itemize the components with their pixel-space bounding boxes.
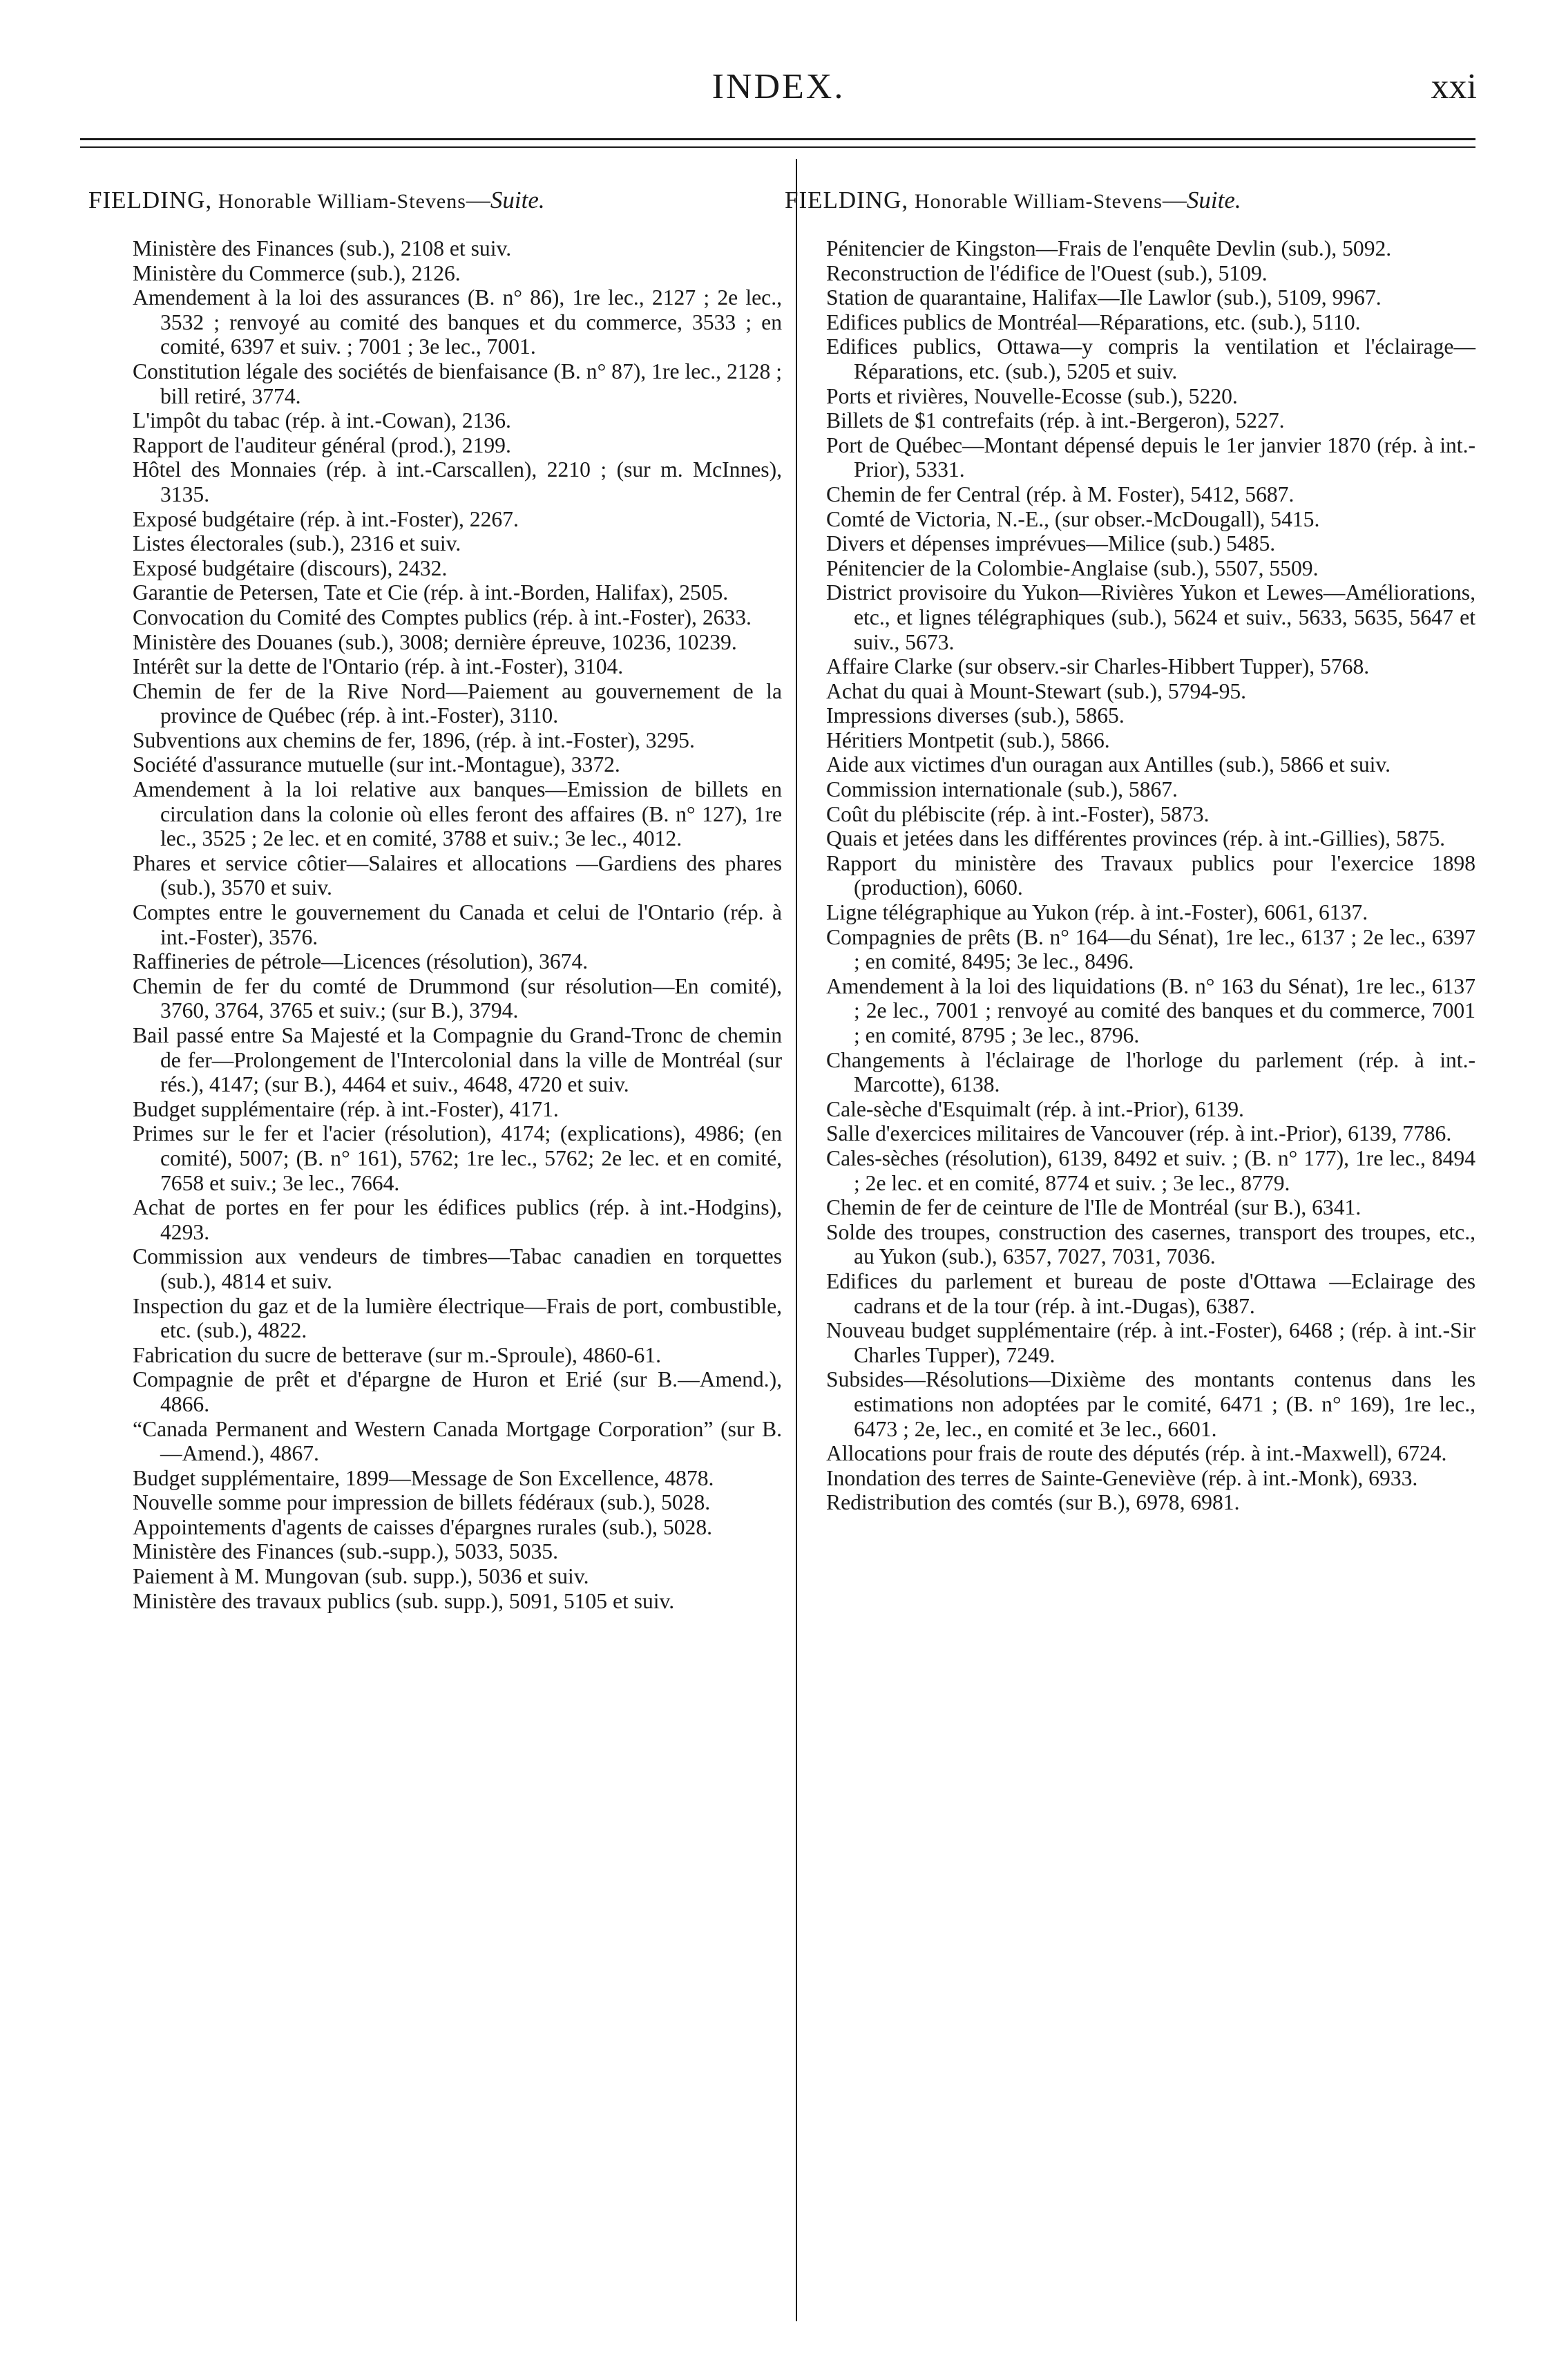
index-entry: Amendement à la loi des liquidations (B. n° 163 du Sénat), 1re lec., 6137 ; 2e lec., 7001 ; renvoyé au comité des banques et du commerce, 7001 ; en comité, 8795 ; 3e lec., 8796. xyxy=(826,973,1475,1047)
index-entry: Garantie de Petersen, Tate et Cie (rép. à int.-Borden, Halifax), 2505. xyxy=(133,580,729,605)
index-entry: Amendement à la loi des assurances (B. n° 86), 1re lec., 2127 ; 2e lec., 3532 ; renvoyé au comité des banques et du commerce, 3533 ; en comité, 6397 et suiv. ; 7001 ; 3e lec., 7001. xyxy=(133,285,782,359)
right-column-heading: FIELDING, Honorable William-Stevens—Suite. xyxy=(785,187,1241,213)
index-entry: Edifices publics, Ottawa—y compris la ventilation et l'éclairage—Réparations, etc. (sub.), 5205 et suiv. xyxy=(826,334,1475,383)
right-column xyxy=(785,187,1475,1515)
index-entry: “Canada Permanent and Western Canada Mortgage Corporation” (sur B.—Amend.), 4867. xyxy=(133,1416,782,1466)
index-entry: Edifices du parlement et bureau de poste d'Ottawa —Eclairage des cadrans et de la tour (rép. à int.-Dugas), 6387. xyxy=(826,1268,1475,1318)
index-entry: Budget supplémentaire (rép. à int.-Foster), 4171. xyxy=(133,1096,559,1121)
index-entry: Ministère des Finances (sub.), 2108 et suiv. xyxy=(133,236,512,260)
index-entry: Achat de portes en fer pour les édifices publics (rép. à int.-Hodgins), 4293. xyxy=(133,1195,782,1244)
index-entry: Société d'assurance mutuelle (sur int.-Montague), 3372. xyxy=(133,752,620,777)
index-entry: Amendement à la loi relative aux banques—Emission de billets en circulation dans la colonie où elles feront des affaires (B. n° 127), 1re lec., 3525 ; 2e lec. et en comité, 3788 et suiv.; 3e lec., 4012. xyxy=(133,777,782,851)
heading-name: FIELDING, xyxy=(88,187,213,213)
index-entry: Raffineries de pétrole—Licences (résolution), 3674. xyxy=(133,949,589,974)
index-entry: Affaire Clarke (sur observ.-sir Charles-Hibbert Tupper), 5768. xyxy=(826,654,1370,679)
heading-suite: Suite. xyxy=(490,187,545,213)
index-entry: Impressions diverses (sub.), 5865. xyxy=(826,703,1125,728)
index-entry: Quais et jetées dans les différentes provinces (rép. à int.-Gillies), 5875. xyxy=(826,826,1446,851)
index-entry: Exposé budgétaire (rép. à int.-Foster), 2267. xyxy=(133,506,519,531)
index-entry: Ministère des Douanes (sub.), 3008; dernière épreuve, 10236, 10239. xyxy=(133,629,737,654)
index-entry: Subventions aux chemins de fer, 1896, (rép. à int.-Foster), 3295. xyxy=(133,727,695,752)
index-entry: Subsides—Résolutions—Dixième des montants contenus dans les estimations non adoptées par le comité, 6471 ; (B. n° 169), 1re lec., 6473 ; 2e, lec., en comité et 3e lec., 6601. xyxy=(826,1367,1475,1441)
index-entry: Rapport du ministère des Travaux publics pour l'exercice 1898 (production), 6060. xyxy=(826,850,1475,900)
index-entry: Ports et rivières, Nouvelle-Ecosse (sub.), 5220. xyxy=(826,383,1238,408)
index-entry: Phares et service côtier—Salaires et allocations —Gardiens des phares (sub.), 3570 et suiv. xyxy=(133,850,782,900)
index-entry: Rapport de l'auditeur général (prod.), 2199. xyxy=(133,432,511,457)
index-entry: Primes sur le fer et l'acier (résolution), 4174; (explications), 4986; (en comité), 5007; (B. n° 161), 5762; 1re lec., 5762; 2e lec. et en comité, 7658 et suiv.; 3e lec., 7664. xyxy=(133,1121,782,1195)
index-entry: Ministère des Finances (sub.-supp.), 5033, 5035. xyxy=(133,1539,559,1564)
left-entry-list xyxy=(133,236,782,1613)
index-entry: Compagnie de prêt et d'épargne de Huron et Erié (sur B.—Amend.), 4866. xyxy=(133,1367,782,1416)
index-entry: Compagnies de prêts (B. n° 164—du Sénat), 1re lec., 6137 ; 2e lec., 6397 ; en comité, 8495; 3e lec., 8496. xyxy=(826,924,1475,974)
index-entry: Reconstruction de l'édifice de l'Ouest (sub.), 5109. xyxy=(826,260,1268,285)
index-entry: Cales-sèches (résolution), 6139, 8492 et suiv. ; (B. n° 177), 1re lec., 8494 ; 2e lec. et en comité, 8774 et suiv. ; 3e lec., 8779. xyxy=(826,1145,1475,1195)
index-entry: Coût du plébiscite (rép. à int.-Foster), 5873. xyxy=(826,801,1210,826)
index-entry: Changements à l'éclairage de l'horloge du parlement (rép. à int.-Marcotte), 6138. xyxy=(826,1047,1475,1097)
index-entry: Commission aux vendeurs de timbres—Tabac canadien en torquettes (sub.), 4814 et suiv. xyxy=(133,1244,782,1293)
page-number: xxi xyxy=(1431,67,1477,106)
left-column xyxy=(88,187,782,1613)
index-entry: Constitution légale des sociétés de bienfaisance (B. n° 87), 1re lec., 2128 ; bill retiré, 3774. xyxy=(133,359,782,408)
index-entry: Divers et dépenses imprévues—Milice (sub.) 5485. xyxy=(826,531,1276,556)
index-entry: Exposé budgétaire (discours), 2432. xyxy=(133,555,448,580)
heading-honor: Honorable William-Stevens xyxy=(218,190,466,213)
index-entry: District provisoire du Yukon—Rivières Yukon et Lewes—Améliorations, etc., et lignes télégraphiques (sub.), 5624 et suiv., 5633, 5635, 5647 et suiv., 5673. xyxy=(826,580,1475,654)
index-entry: Nouvelle somme pour impression de billets fédéraux (sub.), 5028. xyxy=(133,1490,711,1515)
index-entry: Nouveau budget supplémentaire (rép. à int.-Foster), 6468 ; (rép. à int.-Sir Charles Tupper), 7249. xyxy=(826,1318,1475,1367)
index-entry: Héritiers Montpetit (sub.), 5866. xyxy=(826,727,1110,752)
index-entry: Comptes entre le gouvernement du Canada et celui de l'Ontario (rép. à int.-Foster), 3576. xyxy=(133,900,782,949)
header-rule-bottom xyxy=(80,146,1475,148)
index-entry: Intérêt sur la dette de l'Ontario (rép. à int.-Foster), 3104. xyxy=(133,654,624,679)
index-entry: Chemin de fer du comté de Drummond (sur résolution—En comité), 3760, 3764, 3765 et suiv.; (sur B.), 3794. xyxy=(133,973,782,1023)
page-title: INDEX. xyxy=(711,67,846,106)
header-rule-top xyxy=(80,138,1475,140)
index-entry: Ligne télégraphique au Yukon (rép. à int.-Foster), 6061, 6137. xyxy=(826,900,1368,925)
index-entry: Ministère des travaux publics (sub. supp.), 5091, 5105 et suiv. xyxy=(133,1588,675,1613)
heading-suite: Suite. xyxy=(1186,187,1241,213)
index-entry: Edifices publics de Montréal—Réparations, etc. (sub.), 5110. xyxy=(826,310,1361,334)
index-entry: Pénitencier de la Colombie-Anglaise (sub.), 5507, 5509. xyxy=(826,555,1319,580)
column-divider xyxy=(796,159,797,2321)
index-entry: Redistribution des comtés (sur B.), 6978, 6981. xyxy=(826,1490,1240,1515)
index-entry: Billets de $1 contrefaits (rép. à int.-Bergeron), 5227. xyxy=(826,408,1285,433)
heading-honor: Honorable William-Stevens xyxy=(914,190,1163,213)
right-entry-list xyxy=(826,236,1475,1515)
index-entry: Chemin de fer de ceinture de l'Ile de Montréal (sur B.), 6341. xyxy=(826,1195,1362,1220)
index-entry: Cale-sèche d'Esquimalt (rép. à int.-Prior), 6139. xyxy=(826,1096,1244,1121)
index-entry: Allocations pour frais de route des députés (rép. à int.-Maxwell), 6724. xyxy=(826,1441,1447,1466)
index-entry: Port de Québec—Montant dépensé depuis le 1er janvier 1870 (rép. à int.-Prior), 5331. xyxy=(826,432,1475,482)
index-entry: Bail passé entre Sa Majesté et la Compagnie du Grand-Tronc de chemin de fer—Prolongement de l'Intercolonial dans la ville de Montréal (sur rés.), 4147; (sur B.), 4464 et suiv., 4648, 4720 et suiv. xyxy=(133,1023,782,1097)
index-entry: Appointements d'agents de caisses d'épargnes rurales (sub.), 5028. xyxy=(133,1514,713,1539)
left-column-heading: FIELDING, Honorable William-Stevens—Suite. xyxy=(88,187,545,213)
index-entry: Inondation des terres de Sainte-Geneviève (rép. à int.-Monk), 6933. xyxy=(826,1465,1418,1490)
index-entry: Achat du quai à Mount-Stewart (sub.), 5794-95. xyxy=(826,678,1247,703)
index-entry: Solde des troupes, construction des casernes, transport des troupes, etc., au Yukon (sub.), 6357, 7027, 7031, 7036. xyxy=(826,1219,1475,1269)
index-entry: L'impôt du tabac (rép. à int.-Cowan), 2136. xyxy=(133,408,511,433)
index-entry: Paiement à M. Mungovan (sub. supp.), 5036 et suiv. xyxy=(133,1564,589,1589)
index-entry: Chemin de fer Central (rép. à M. Foster), 5412, 5687. xyxy=(826,482,1295,506)
index-entry: Budget supplémentaire, 1899—Message de Son Excellence, 4878. xyxy=(133,1465,714,1490)
index-entry: Hôtel des Monnaies (rép. à int.-Carscallen), 2210 ; (sur m. McInnes), 3135. xyxy=(133,457,782,506)
index-entry: Aide aux victimes d'un ouragan aux Antilles (sub.), 5866 et suiv. xyxy=(826,752,1391,777)
index-entry: Chemin de fer de la Rive Nord—Paiement au gouvernement de la province de Québec (rép. à int.-Foster), 3110. xyxy=(133,678,782,728)
index-entry: Comté de Victoria, N.-E., (sur obser.-McDougall), 5415. xyxy=(826,506,1320,531)
index-entry: Station de quarantaine, Halifax—Ile Lawlor (sub.), 5109, 9967. xyxy=(826,285,1382,310)
index-entry: Salle d'exercices militaires de Vancouver (rép. à int.-Prior), 6139, 7786. xyxy=(826,1121,1452,1146)
index-entry: Convocation du Comité des Comptes publics (rép. à int.-Foster), 2633. xyxy=(133,604,752,629)
index-entry: Commission internationale (sub.), 5867. xyxy=(826,777,1178,802)
index-entry: Listes électorales (sub.), 2316 et suiv. xyxy=(133,531,461,556)
index-entry: Pénitencier de Kingston—Frais de l'enquête Devlin (sub.), 5092. xyxy=(826,236,1392,260)
index-entry: Ministère du Commerce (sub.), 2126. xyxy=(133,260,461,285)
index-entry: Inspection du gaz et de la lumière électrique—Frais de port, combustible, etc. (sub.), 4822. xyxy=(133,1293,782,1343)
index-entry: Fabrication du sucre de betterave (sur m.-Sproule), 4860-61. xyxy=(133,1342,662,1367)
heading-name: FIELDING, xyxy=(785,187,909,213)
